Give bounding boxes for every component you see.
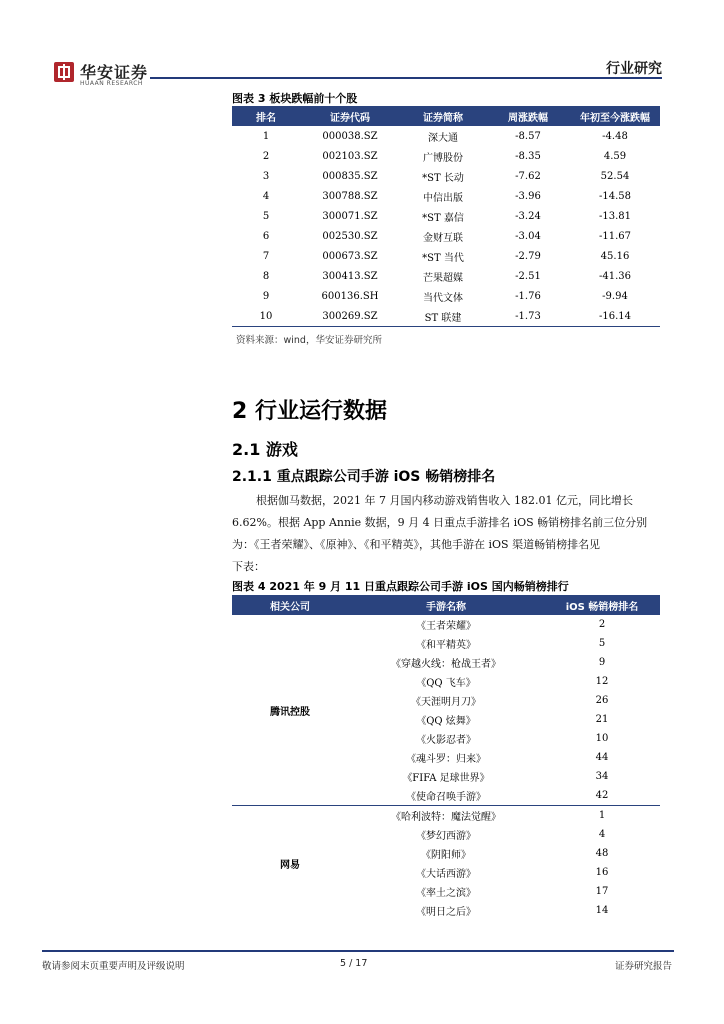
table-cell: 6: [262, 230, 270, 242]
logo-seal-icon: [54, 62, 74, 82]
section-heading-1: 2 行业运行数据: [232, 399, 387, 424]
table-cell: 金财互联: [423, 232, 463, 244]
paragraph-line: 6.62%。根据 App Annie 数据，9 月 4 日重点手游排名 iOS 畅销榜排名前三位分别: [232, 516, 648, 529]
table-cell: 000038.SZ: [322, 130, 378, 142]
table-cell: *ST 当代: [422, 252, 464, 264]
table-cell: 5: [262, 210, 270, 222]
table-cell: -3.24: [515, 210, 541, 222]
header-title: 行业研究: [606, 61, 662, 77]
table3-caption: 图表 3 板块跌幅前十个股: [232, 92, 358, 105]
table-cell: 52.54: [600, 170, 630, 182]
table-cell: 000835.SZ: [322, 170, 378, 182]
table-cell: 当代文体: [423, 292, 463, 304]
rank-cell: 5: [598, 638, 606, 649]
table-cell: 300071.SZ: [322, 210, 378, 222]
company-cell: 腾讯控股: [270, 706, 310, 718]
rank-cell: 48: [595, 848, 609, 859]
table-row: [232, 206, 660, 226]
table-row: [232, 226, 660, 246]
footer-report-type: 证券研究报告: [614, 961, 672, 972]
game-name-cell: 《魂斗罗：归来》: [406, 754, 486, 765]
game-name-cell: 《阴阳师》: [421, 850, 471, 861]
table-cell: 芒果超媒: [423, 272, 463, 284]
table-cell: 深大通: [428, 132, 458, 144]
table-row: [232, 246, 660, 266]
game-name-cell: 《哈利波特：魔法觉醒》: [348, 806, 544, 826]
table-cell: -3.96: [515, 190, 541, 202]
game-name-cell: 《QQ 飞车》: [416, 678, 476, 689]
table-cell: 4: [262, 190, 270, 202]
footer-divider: [42, 950, 674, 952]
rank-cell: 17: [595, 886, 609, 897]
table-cell: 4.59: [603, 150, 627, 162]
table-cell: 002103.SZ: [322, 150, 378, 162]
table-cell: 300413.SZ: [322, 270, 378, 282]
table-cell: -7.62: [515, 170, 541, 182]
table-row: [232, 166, 660, 186]
table-cell: *ST 长动: [422, 172, 464, 184]
table-row: [232, 615, 660, 634]
rank-cell: 10: [595, 733, 609, 744]
table-cell: 广博股份: [423, 152, 463, 164]
table-cell: -2.51: [515, 270, 541, 282]
game-name-cell: 《和平精英》: [416, 640, 476, 651]
table-row: [232, 306, 660, 327]
table4-header-cell: 相关公司: [232, 595, 348, 615]
table-cell: -16.14: [570, 306, 660, 327]
table-cell: -9.94: [602, 290, 628, 302]
table-row: [232, 806, 660, 826]
rank-cell: 9: [598, 657, 606, 668]
table-row: [232, 186, 660, 206]
rank-cell: 14: [595, 905, 609, 916]
table-row: [232, 286, 660, 306]
table4-header-row: [232, 595, 660, 615]
table3-header-cell: 证券代码: [300, 106, 400, 126]
table4-header-cell: 手游名称: [348, 595, 544, 615]
table3-header-cell: 排名: [232, 106, 300, 126]
table-row: [232, 126, 660, 146]
table-row: [232, 266, 660, 286]
rank-cell: 1: [544, 806, 660, 826]
body-paragraph: [232, 490, 662, 578]
table4: [232, 595, 660, 920]
rank-cell: 16: [595, 867, 609, 878]
table-cell: -14.58: [598, 190, 631, 202]
table4-caption: 图表 4 2021 年 9 月 11 日重点跟踪公司手游 iOS 国内畅销榜排行: [232, 580, 569, 593]
table-cell: 300788.SZ: [322, 190, 378, 202]
company-cell: 网易: [232, 806, 348, 921]
company-logo: [48, 56, 168, 92]
game-name-cell: 《火影忍者》: [416, 735, 476, 746]
table3-header-cell: 年初至今涨跌幅: [570, 106, 660, 126]
table-cell: -2.79: [515, 250, 541, 262]
table3-header-row: [232, 106, 660, 126]
table4-header-cell: iOS 畅销榜排名: [544, 595, 660, 615]
game-name-cell: 《明日之后》: [416, 907, 476, 918]
table-cell: *ST 嘉信: [422, 212, 464, 224]
rank-cell: 42: [595, 790, 609, 801]
rank-cell: 12: [595, 676, 609, 687]
table3: [232, 106, 660, 327]
table-cell: 中信出版: [423, 192, 463, 204]
table-cell: -1.76: [515, 290, 541, 302]
table-cell: 8: [262, 270, 270, 282]
game-name-cell: 《FIFA 足球世界》: [402, 773, 490, 784]
game-name-cell: 《使命召唤手游》: [406, 792, 486, 803]
table-cell: -13.81: [598, 210, 631, 222]
table-cell: -41.36: [598, 270, 631, 282]
rank-cell: 34: [595, 771, 609, 782]
table-cell: -4.48: [602, 130, 628, 142]
game-name-cell: 《穿越火线：枪战王者》: [391, 659, 501, 670]
game-name-cell: 《天涯明月刀》: [411, 697, 481, 708]
table-cell: 600136.SH: [321, 290, 379, 302]
header-divider: [150, 77, 662, 79]
rank-cell: 44: [595, 752, 609, 763]
table-cell: 2: [262, 150, 270, 162]
table3-header-cell: 周涨跌幅: [486, 106, 570, 126]
table-cell: -1.73: [486, 306, 570, 327]
page-number: 5 / 17: [340, 958, 368, 969]
game-name-cell: 《梦幻西游》: [416, 831, 476, 842]
table-cell: ST 联建: [400, 306, 486, 327]
rank-cell: 26: [595, 695, 609, 706]
table-cell: 3: [262, 170, 270, 182]
table-cell: -8.57: [515, 130, 541, 142]
table-cell: 9: [262, 290, 270, 302]
table3-source: 资料来源：wind，华安证券研究所: [236, 335, 382, 346]
footer-disclaimer: 敬请参阅末页重要声明及评级说明: [42, 961, 185, 972]
paragraph-line: 为：《王者荣耀》、《原神》、《和平精英》，其他手游在 iOS 渠道畅销榜排名见: [232, 538, 601, 551]
section-heading-2: 2.1 游戏: [232, 440, 298, 459]
table-cell: -8.35: [515, 150, 541, 162]
table-cell: -3.04: [515, 230, 541, 242]
game-name-cell: 《率土之滨》: [416, 888, 476, 899]
paragraph-line: 下表：: [232, 560, 265, 573]
table-cell: 002530.SZ: [322, 230, 378, 242]
table-cell: -11.67: [598, 230, 631, 242]
game-name-cell: 《大话西游》: [416, 869, 476, 880]
logo-subtext: HUAAN RESEARCH: [80, 80, 143, 87]
game-name-cell: 《王者荣耀》: [416, 621, 476, 632]
table-cell: 1: [262, 130, 270, 142]
rank-cell: 2: [598, 619, 606, 630]
paragraph-line: 根据伽马数据，2021 年 7 月国内移动游戏销售收入 182.01 亿元，同比增长: [256, 494, 633, 507]
table-cell: 300269.SZ: [300, 306, 400, 327]
table-row: [232, 146, 660, 166]
section-heading-3: 2.1.1 重点跟踪公司手游 iOS 畅销榜排名: [232, 469, 496, 485]
table-cell: 10: [232, 306, 300, 327]
table3-header-cell: 证券简称: [400, 106, 486, 126]
game-name-cell: 《QQ 炫舞》: [416, 716, 476, 727]
table-cell: 000673.SZ: [322, 250, 378, 262]
rank-cell: 4: [598, 829, 606, 840]
rank-cell: 21: [595, 714, 609, 725]
table-cell: 45.16: [600, 250, 630, 262]
table-cell: 7: [262, 250, 270, 262]
logo-text: 华安证券: [80, 63, 149, 82]
